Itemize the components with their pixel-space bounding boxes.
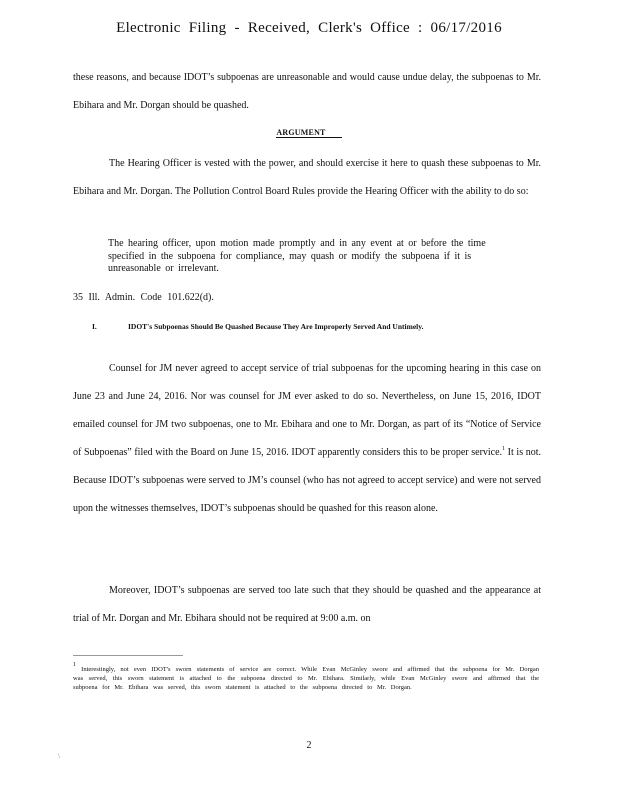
section-number: I.	[92, 322, 97, 331]
footnote	[73, 662, 539, 692]
footnote-divider	[73, 655, 183, 656]
footnote-text: Interestingly, not even IDOT's sworn statements of service are correct. While Evan McGinley swore and affirmed that the subpoena for Mr. Dorgan was served, this sworn statement is attached to the subpoena directed to Mr. Ebihara. Similarly, while Evan McGinley swore and affirmed that the subpoena for Mr. Ebihara was served, this sworn statement is attached to the subpoena directed to Mr. Dorgan.	[73, 666, 539, 691]
footnote-reference: 1	[502, 446, 506, 452]
section-title: IDOT's Subpoenas Should Be Quashed Because They Are Improperly Served And Untimely.	[128, 322, 424, 331]
block-quote: The hearing officer, upon motion made promptly and in any event at or before the time specified in the subpoena for compliance, may quash or modify the subpoena if it is unreasonable or irrelevant.	[108, 238, 486, 274]
counsel-text-after-note: It is not. Because IDOT’s subpoenas were served to JM’s counsel (who has not agreed to accept service) and were not served upon the witnesses themselves, IDOT’s subpoenas should be quashed for this reason alone.	[73, 447, 541, 514]
intro-paragraph: these reasons, and because IDOT’s subpoenas are unreasonable and would cause undue delay, the subpoenas to Mr. Ebihara and Mr. Dorgan should be quashed.	[73, 72, 541, 111]
argument-heading-text: ARGUMENT	[276, 128, 341, 138]
filing-stamp-header: Electronic Filing - Received, Clerk's Office : 06/17/2016	[116, 20, 502, 36]
counsel-paragraph	[73, 355, 541, 523]
footnote-marker: 1	[73, 662, 76, 668]
corner-mark: \	[58, 752, 60, 760]
page-number: 2	[306, 740, 312, 751]
moreover-paragraph: Moreover, IDOT’s subpoenas are served too late such that they should be quashed and the appearance at trial of Mr. Dorgan and Mr. Ebihara should not be required at 9:00 a.m. on	[73, 585, 541, 624]
argument-heading	[0, 128, 618, 137]
counsel-text-before-note: Counsel for JM never agreed to accept service of trial subpoenas for the upcoming hearing in this case on June 23 and June 24, 2016. Nor was counsel for JM ever asked to do so. Nevertheless, on June 15, 2016, IDOT emailed counsel for JM two subpoenas, one to Mr. Ebihara and one to Mr. Dorgan, as part of its “Notice of Service of Subpoenas” filed with the Board on June 15, 2016. IDOT apparently considers this to be proper service.	[73, 363, 541, 458]
citation: 35 Ill. Admin. Code 101.622(d).	[73, 292, 214, 303]
hearing-officer-paragraph: The Hearing Officer is vested with the power, and should exercise it here to quash these subpoenas to Mr. Ebihara and Mr. Dorgan. The Pollution Control Board Rules provide the Hearing Officer with the ability to do so:	[73, 158, 541, 197]
